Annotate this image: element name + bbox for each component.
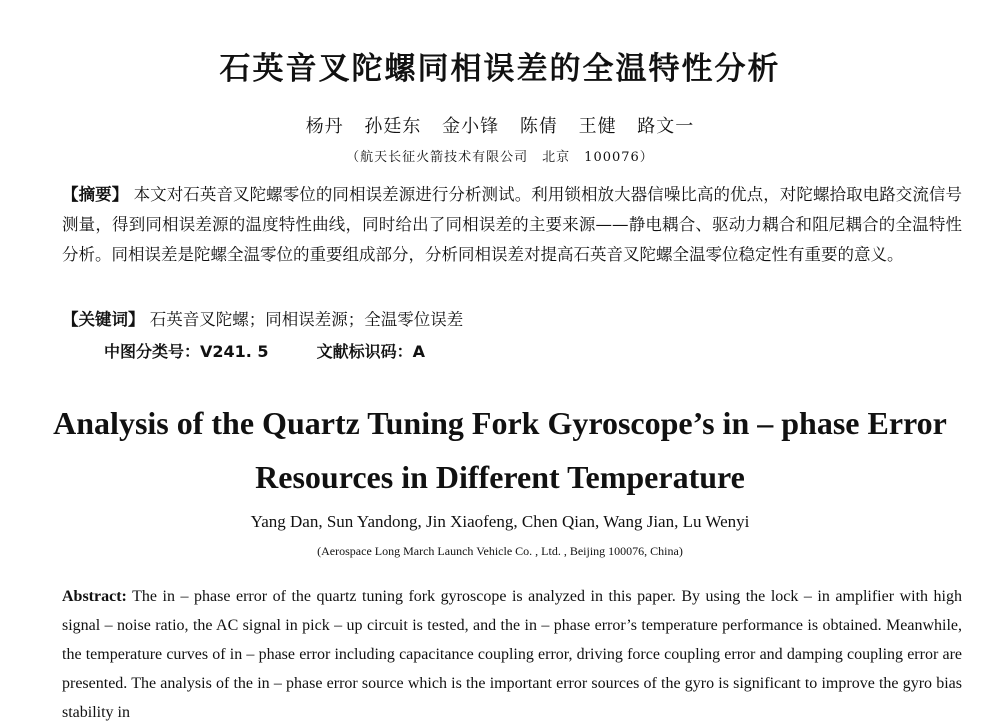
- english-abstract-text: The in – phase error of the quartz tuning fork gyroscope is analyzed in this paper. By using the lock – in amplifier with high signal – noise ratio, the AC signal in pick – up circuit is tested, and the in – phase error’s temperature performance is obtained. Meanwhile, the temperature curves of in – phase error including capacitance coupling error, driving force coupling error and damping coupling error are presented. The analysis of the in – phase error source which is the important error sources of the gyro is significant to improve the gyro bias stability in: [62, 588, 962, 721]
- document-code: 文献标识码：A: [316, 342, 425, 361]
- chinese-abstract-label: 【摘要】: [62, 185, 129, 204]
- english-affiliation: (Aerospace Long March Launch Vehicle Co. , Ltd. , Beijing 100076, China): [317, 544, 683, 558]
- chinese-affiliation: （航天长征火箭技术有限公司 北京 100076）: [346, 150, 654, 165]
- english-abstract-label: Abstract:: [62, 588, 127, 605]
- classification-line: [104, 339, 473, 362]
- chinese-authors: 杨丹 孙廷东 金小锋 陈倩 王健 路文一: [305, 116, 695, 137]
- chinese-abstract: [62, 180, 962, 270]
- english-authors: Yang Dan, Sun Yandong, Jin Xiaofeng, Chen Qian, Wang Jian, Lu Wenyi: [250, 512, 750, 531]
- class-number: 中图分类号：V241. 5: [104, 342, 269, 361]
- chinese-abstract-text: 本文对石英音叉陀螺零位的同相误差源进行分析测试。利用锁相放大器信噪比高的优点，对陀螺拾取电路交流信号测量，得到同相误差源的温度特性曲线，同时给出了同相误差的主要来源——静电耦合、驱动力耦合和阻尼耦合的全温特性分析。同相误差是陀螺全温零位的重要组成部分，分析同相误差对提高石英音叉陀螺全温零位稳定性有重要的意义。: [62, 185, 962, 264]
- chinese-keywords-label: 【关键词】: [62, 310, 145, 329]
- chinese-keywords: [62, 305, 962, 335]
- english-title: Analysis of the Quartz Tuning Fork Gyroscope’s in – phase Error Resources in Different Temperature: [53, 405, 947, 495]
- english-abstract: [62, 582, 962, 727]
- chinese-title: 石英音叉陀螺同相误差的全温特性分析: [219, 51, 781, 87]
- chinese-keywords-text: 石英音叉陀螺；同相误差源；全温零位误差: [144, 310, 464, 329]
